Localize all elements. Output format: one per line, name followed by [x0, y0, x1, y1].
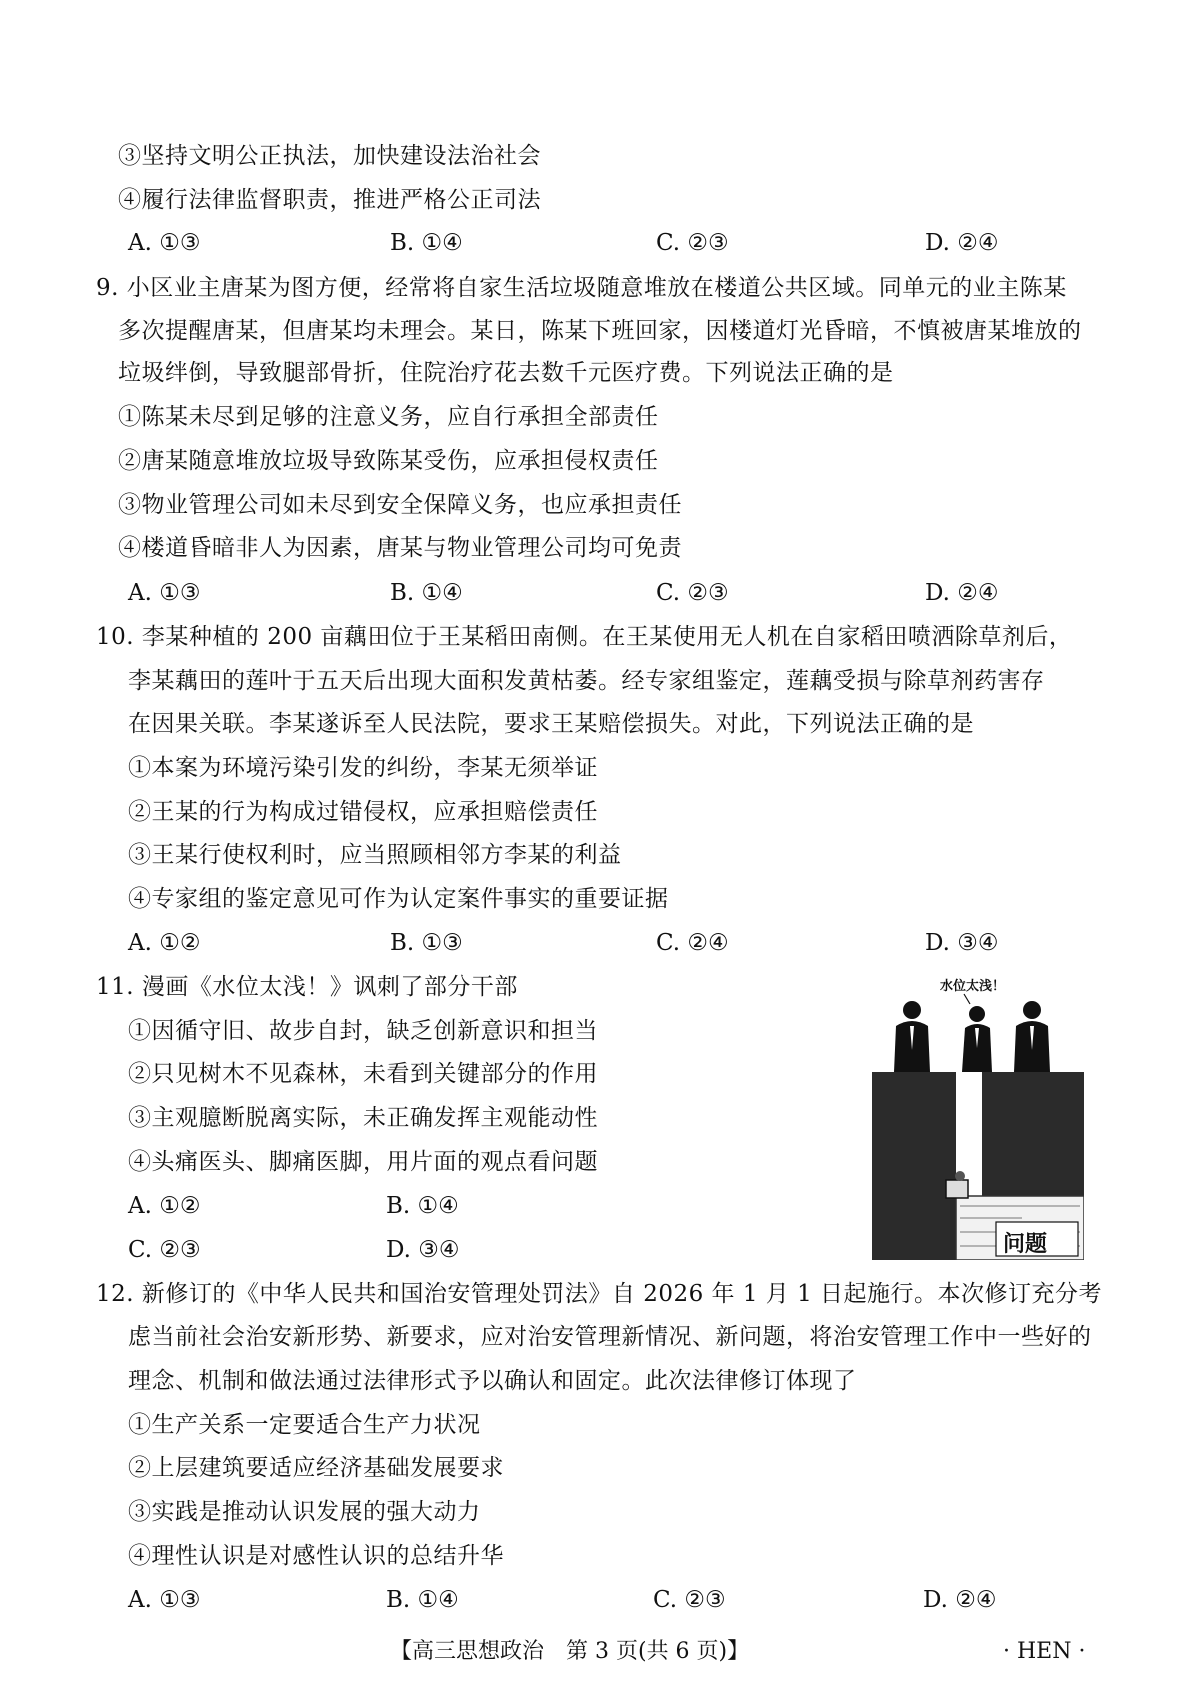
official-figure-left: [894, 1001, 930, 1072]
q9-statement-3: ③物业管理公司如未尽到安全保障义务，也应承担责任: [118, 492, 682, 518]
q9-statement-4: ④楼道昏暗非人为因素，唐某与物业管理公司均可免责: [118, 535, 682, 561]
q10-stem-line-1: 10. 李某种植的 200 亩藕田位于王某稻田南侧。在王某使用无人机在自家稻田喷洒除草剂后，: [96, 624, 1073, 650]
q12-choice-c: C. ②③: [653, 1587, 726, 1613]
q12-choice-b: B. ①④: [386, 1587, 459, 1613]
statement-3: ③坚持文明公正执法，加快建设法治社会: [118, 143, 541, 169]
q9-choice-a: A. ①③: [128, 580, 201, 606]
official-figure-right: [1014, 1001, 1050, 1072]
q12-stem-line-2: 虑当前社会治安新形势、新要求，应对治安管理新情况、新问题，将治安管理工作中一些好的: [128, 1324, 1092, 1350]
right-ground-block: [982, 1072, 1084, 1196]
q12-statement-1: ①生产关系一定要适合生产力状况: [128, 1412, 481, 1438]
q9-stem-line-1: 9. 小区业主唐某为图方便，经常将自家生活垃圾随意堆放在楼道公共区域。同单元的业主陈某: [96, 275, 1067, 301]
q10-stem-line-3: 在因果关联。李某遂诉至人民法院，要求王某赔偿损失。对此，下列说法正确的是: [128, 711, 974, 737]
q12-statement-3: ③实践是推动认识发展的强大动力: [128, 1499, 481, 1525]
q10-choice-d: D. ③④: [925, 930, 999, 956]
q12-choice-d: D. ②④: [923, 1587, 997, 1613]
official-figure-middle: [962, 1006, 992, 1072]
q10-stem-line-2: 李某藕田的莲叶于五天后出现大面积发黄枯萎。经专家组鉴定，莲藕受损与除草剂药害存: [128, 668, 1045, 694]
q9-stem-line-3: 垃圾绊倒，导致腿部骨折，住院治疗花去数千元医疗费。下列说法正确的是: [118, 360, 894, 386]
q11-choice-d: D. ③④: [386, 1237, 460, 1263]
q10-statement-4: ④专家组的鉴定意见可作为认定案件事实的重要证据: [128, 886, 669, 912]
q10-choice-c: C. ②④: [656, 930, 729, 956]
q9-statement-2: ②唐某随意堆放垃圾导致陈某受伤，应承担侵权责任: [118, 448, 659, 474]
q9-choice-d: D. ②④: [925, 580, 999, 606]
q11-statement-2: ②只见树木不见森林，未看到关键部分的作用: [128, 1061, 598, 1087]
q12-statement-2: ②上层建筑要适应经济基础发展要求: [128, 1455, 504, 1481]
choice-b: B. ①④: [390, 230, 463, 256]
q11-choice-c: C. ②③: [128, 1237, 201, 1263]
footer-code: · HEN ·: [1003, 1639, 1086, 1664]
q9-choice-c: C. ②③: [656, 580, 729, 606]
q10-statement-3: ③王某行使权利时，应当照顾相邻方李某的利益: [128, 842, 622, 868]
q11-statement-3: ③主观臆断脱离实际，未正确发挥主观能动性: [128, 1105, 598, 1131]
cartoon-water-level: [872, 970, 1084, 1260]
q10-statement-2: ②王某的行为构成过错侵权，应承担赔偿责任: [128, 799, 598, 825]
q12-statement-4: ④理性认识是对感性认识的总结升华: [128, 1543, 504, 1569]
q12-stem-line-3: 理念、机制和做法通过法律形式予以确认和固定。此次法律修订体现了: [128, 1368, 857, 1394]
left-ground-block: [872, 1072, 956, 1260]
choice-c: C. ②③: [656, 230, 729, 256]
q11-stem: 11. 漫画《水位太浅！》讽刺了部分干部: [96, 974, 518, 1000]
q10-choice-b: B. ①③: [390, 930, 463, 956]
q11-choice-b: B. ①④: [386, 1193, 459, 1219]
q11-statement-4: ④头痛医头、脚痛医脚，用片面的观点看问题: [128, 1149, 598, 1175]
q12-stem-line-1: 12. 新修订的《中华人民共和国治安管理处罚法》自 2026 年 1 月 1 日起施行。本次修订充分考: [96, 1281, 1103, 1307]
q11-statement-1: ①因循守旧、故步自封，缺乏创新意识和担当: [128, 1018, 598, 1044]
cartoon-caption: 水位太浅！: [940, 979, 1006, 994]
q11-choice-a: A. ①②: [128, 1193, 201, 1219]
q10-choice-a: A. ①②: [128, 930, 201, 956]
q12-choice-a: A. ①③: [128, 1587, 201, 1613]
q9-stem-line-2: 多次提醒唐某，但唐某均未理会。某日，陈某下班回家，因楼道灯光昏暗，不慎被唐某堆放的: [118, 318, 1082, 344]
q9-statement-1: ①陈某未尽到足够的注意义务，应自行承担全部责任: [118, 404, 659, 430]
q9-choice-b: B. ①④: [390, 580, 463, 606]
q10-statement-1: ①本案为环境污染引发的纠纷，李某无须举证: [128, 755, 598, 781]
page-footer: 【高三思想政治 第 3 页(共 6 页)】: [390, 1639, 750, 1664]
bucket-icon: [946, 1180, 968, 1198]
statement-4: ④履行法律监督职责，推进严格公正司法: [118, 187, 541, 213]
choice-a: A. ①③: [128, 230, 201, 256]
choice-d: D. ②④: [925, 230, 999, 256]
cartoon-problem-label: 问题: [1003, 1232, 1048, 1257]
